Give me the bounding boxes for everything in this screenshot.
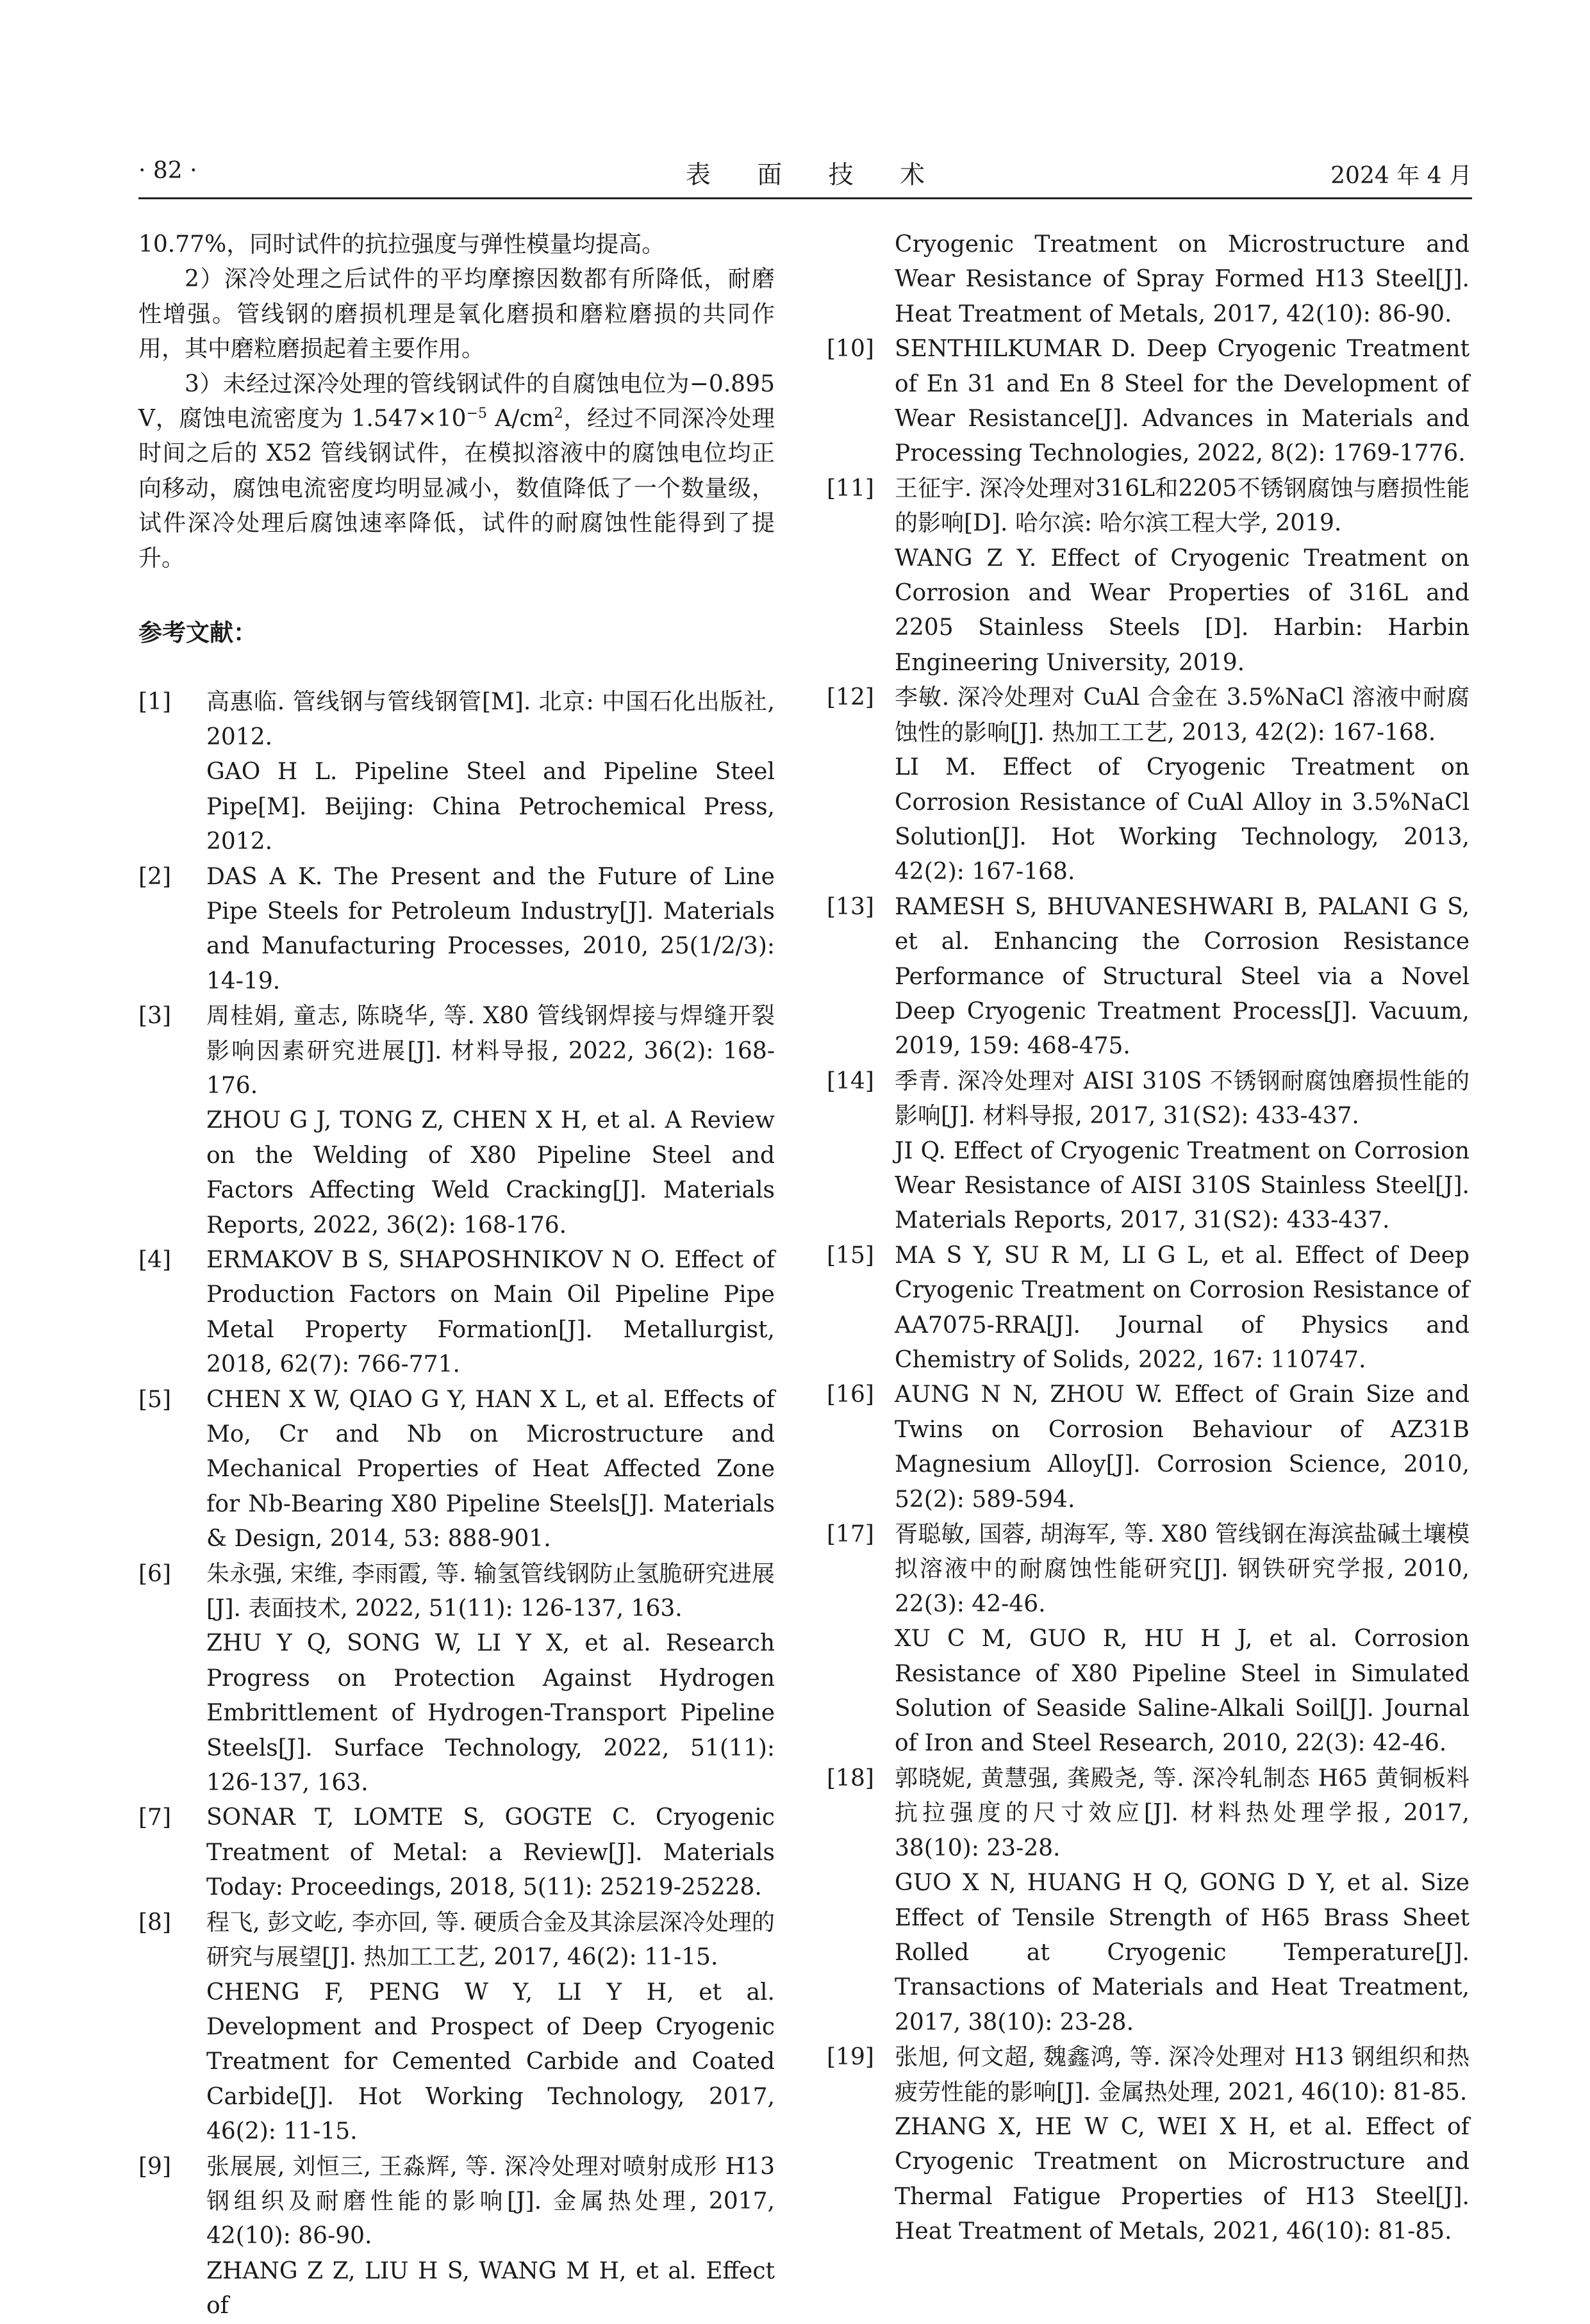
- conclusion-para-2: 2）深冷处理之后试件的平均摩擦因数都有所降低，耐磨性增强。管线钢的磨损机理是氧化磨损和磨粒磨损的共同作用，其中磨粒磨损起着主要作用。: [138, 266, 775, 363]
- reference-item: [13] RAMESH S, BHUVANESHWARI B, PALANI G S, et al. Enhancing the Corrosion Resistance Performance of Structural Steel via a Novel Deep Cryogenic Treatment Process[J]. Vacuum, 2019, 159: 468-475.: [827, 893, 1470, 1060]
- reference-item: [3] 周桂娟, 童志, 陈晓华, 等. X80 管线钢焊接与焊缝开裂影响因素研究进展[J]. 材料导报, 2022, 36(2): 168-176. ZHOU G J, TONG Z, CHEN X H, et al. A Review on the Welding of X80 Pipeline Steel and Factors Affecting Weld Cracking[J]. Materials Reports, 2022, 36(2): 168-176.: [138, 1003, 775, 1239]
- reference-continuation: Cryogenic Treatment on Microstructure and Wear Resistance of Spray Formed H13 Steel[J]. Heat Treatment of Metals, 2017, 42(10): 86-90.: [895, 231, 1470, 327]
- issue-date: 2024 年 4 月: [1330, 163, 1472, 189]
- reference-item: [8] 程飞, 彭文屹, 李亦回, 等. 硬质合金及其涂层深冷处理的研究与展望[J]. 热加工工艺, 2017, 46(2): 11-15. CHENG F, PENG W Y, LI Y H, et al. Development and Prospect of Deep Cryogenic Treatment for Cemented Carbide and Coated Carbide[J]. Hot Working Technology, 2017, 46(2): 11-15.: [138, 1909, 775, 2145]
- reference-item: [15] MA S Y, SU R M, LI G L, et al. Effect of Deep Cryogenic Treatment on Corrosion Resistance of AA7075-RRA[J]. Journal of Physics and Chemistry of Solids, 2022, 167: 110747.: [827, 1242, 1470, 1373]
- reference-item: [10] SENTHILKUMAR D. Deep Cryogenic Treatment of En 31 and En 8 Steel for the Development of Wear Resistance[J]. Advances in Materials and Processing Technologies, 2022, 8(2): 1769-1776.: [827, 336, 1470, 467]
- references-heading: 参考文献：: [138, 619, 257, 647]
- reference-item: [17] 胥聪敏, 国蓉, 胡海军, 等. X80 管线钢在海滨盐碱土壤模拟溶液中的耐腐蚀性能研究[J]. 钢铁研究学报, 2010, 22(3): 42-46. XU C M, GUO R, HU H J, et al. Corrosion Resistance of X80 Pipeline Steel in Simulated Solution of Seaside Saline-Alkali Soil[J]. Journal of Iron and Steel Research, 2010, 22(3): 42-46.: [827, 1521, 1470, 1757]
- page-number: · 82 ·: [138, 158, 197, 184]
- left-column: [138, 227, 775, 2324]
- reference-item: [7] SONAR T, LOMTE S, GOGTE C. Cryogenic Treatment of Metal: a Review[J]. Materials Today: Proceedings, 2018, 5(11): 25219-25228.: [138, 1804, 775, 1901]
- conclusion-para-3: 3）未经过深冷处理的管线钢试件的自腐蚀电位为−0.895 V，腐蚀电流密度为 $1.547\times 10^{-5}$ $A/cm^2$，经过不同深冷处理时间之后的 X52 管线钢试件，在模拟溶液中的腐蚀电位均正向移动，腐蚀电流密度均明显减小，数值降低了一个数量级，试件深冷处理后腐蚀速率降低，试件的耐腐蚀性能得到了提升。: [138, 370, 775, 572]
- reference-item: [4] ERMAKOV B S, SHAPOSHNIKOV N O. Effect of Production Factors on Main Oil Pipeline Pipe Metal Property Formation[J]. Metallurgist, 2018, 62(7): 766-771.: [138, 1246, 775, 1378]
- journal-title: 表 面 技 术: [685, 161, 945, 190]
- reference-item: [12] 李敏. 深冷处理对 CuAl 合金在 3.5%NaCl 溶液中耐腐蚀性的影响[J]. 热加工工艺, 2013, 42(2): 167-168. LI M. Effect of Cryogenic Treatment on Corrosion Resistance of CuAl Alloy in 3.5%NaCl Solution[J]. Hot Working Technology, 2013, 42(2): 167-168.: [827, 684, 1470, 886]
- reference-item: [1] 高惠临. 管线钢与管线钢管[M]. 北京: 中国石化出版社, 2012. GAO H L. Pipeline Steel and Pipeline Steel Pipe[M]. Beijing: China Petrochemical Press, 2012.: [138, 689, 775, 855]
- right-column: [827, 227, 1470, 2250]
- reference-item: [19] 张旭, 何文超, 魏鑫鸿, 等. 深冷处理对 H13 钢组织和热疲劳性能的影响[J]. 金属热处理, 2021, 46(10): 81-85. ZHANG X, HE W C, WEI X H, et al. Effect of Cryogenic Treatment on Microstructure and Thermal Fatigue Properties of H13 Steel[J]. Heat Treatment of Metals, 2021, 46(10): 81-85.: [827, 2044, 1470, 2245]
- conclusion-para-continuation: 10.77%，同时试件的抗拉强度与弹性模量均提高。: [138, 231, 665, 258]
- reference-item: [18] 郭晓妮, 黄慧强, 龚殿尧, 等. 深冷轧制态 H65 黄铜板料抗拉强度的尺寸效应[J]. 材料热处理学报, 2017, 38(10): 23-28. GUO X N, HUANG H Q, GONG D Y, et al. Size Effect of Tensile Strength of H65 Brass Sheet Rolled at Cryogenic Temperature[J]. Transactions of Materials and Heat Treatment, 2017, 38(10): 23-28.: [827, 1765, 1470, 2036]
- reference-item: [5] CHEN X W, QIAO G Y, HAN X L, et al. Effects of Mo, Cr and Nb on Microstructure and Mechanical Properties of Heat Affected Zone for Nb-Bearing X80 Pipeline Steels[J]. Materials & Design, 2014, 53: 888-901.: [138, 1386, 775, 1553]
- reference-item: [2] DAS A K. The Present and the Future of Line Pipe Steels for Petroleum Industry[J]. Materials and Manufacturing Processes, 2010, 25(1/2/3): 14-19.: [138, 863, 775, 994]
- reference-item: [14] 季青. 深冷处理对 AISI 310S 不锈钢耐腐蚀磨损性能的影响[J]. 材料导报, 2017, 31(S2): 433-437. JI Q. Effect of Cryogenic Treatment on Corrosion Wear Resistance of AISI 310S Stainless Steel[J]. Materials Reports, 2017, 31(S2): 433-437.: [827, 1067, 1470, 1234]
- reference-item: [6] 朱永强, 宋维, 李雨霞, 等. 输氢管线钢防止氢脆研究进展[J]. 表面技术, 2022, 51(11): 126-137, 163. ZHU Y Q, SONG W, LI Y X, et al. Research Progress on Protection Against Hydrogen Embrittlement of Hydrogen-Transport Pipeline Steels[J]. Surface Technology, 2022, 51(11): 126-137, 163.: [138, 1560, 775, 1797]
- reference-item: [9] 张展展, 刘恒三, 王淼辉, 等. 深冷处理对喷射成形 H13 钢组织及耐磨性能的影响[J]. 金属热处理, 2017, 42(10): 86-90. ZHANG Z Z, LIU H S, WANG M H, et al. Effect of: [138, 2153, 775, 2320]
- running-header: [138, 152, 1472, 199]
- reference-item: [11] 王征宇. 深冷处理对316L和2205不锈钢腐蚀与磨损性能的影响[D]. 哈尔滨: 哈尔滨工程大学, 2019. WANG Z Y. Effect of Cryogenic Treatment on Corrosion and Wear Properties of 316L and 2205 Stainless Steels [D]. Harbin: Harbin Engineering University, 2019.: [827, 475, 1470, 676]
- reference-item: [16] AUNG N N, ZHOU W. Effect of Grain Size and Twins on Corrosion Behaviour of AZ31B Magnesium Alloy[J]. Corrosion Science, 2010, 52(2): 589-594.: [827, 1381, 1470, 1513]
